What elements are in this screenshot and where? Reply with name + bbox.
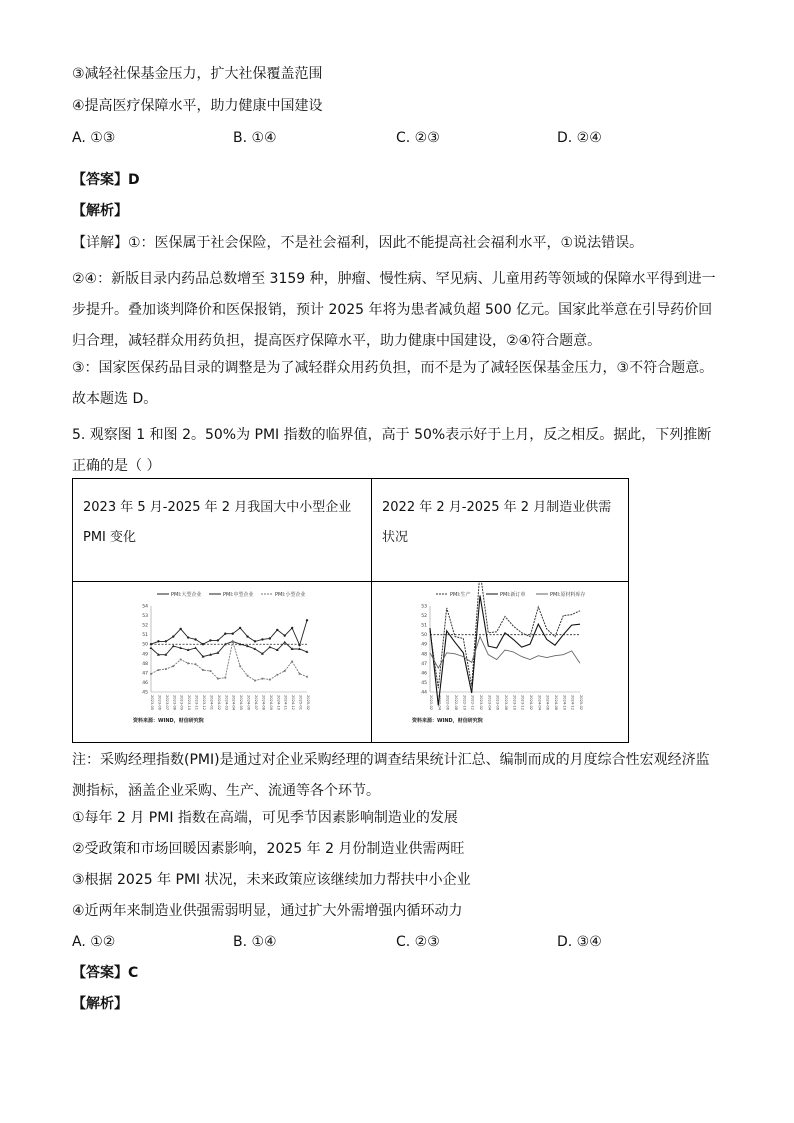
series-line-2 — [151, 641, 307, 656]
x-tick-label: 2023-06 — [157, 695, 162, 711]
series-3-point — [172, 665, 174, 667]
series-1-point — [306, 619, 308, 621]
series-line-3 — [151, 641, 307, 680]
y-tick-label: 54 — [142, 604, 148, 610]
series-3-point — [247, 675, 249, 677]
y-tick-label: 46 — [421, 671, 427, 677]
q4-option-c: C. ②③ — [396, 130, 440, 146]
y-tick-label: 46 — [142, 680, 148, 686]
y-tick-label: 51 — [421, 623, 427, 629]
y-tick-label: 45 — [142, 690, 148, 696]
figure-table — [72, 478, 629, 743]
q4-option-b: B. ①④ — [233, 130, 277, 146]
series-1-point — [261, 638, 263, 640]
series-1-point — [202, 643, 204, 645]
x-tick-label: 2024-06 — [545, 695, 550, 711]
legend-label-3: PMI:小型企业 — [275, 592, 306, 598]
series-3-point — [158, 669, 160, 671]
x-tick-label: 2023-05 — [150, 695, 154, 711]
series-3-point — [210, 670, 212, 672]
y-tick-label: 51 — [142, 633, 148, 639]
series-1-point — [239, 627, 241, 629]
x-tick-label: 2024-08 — [261, 695, 266, 711]
series-1-point — [291, 627, 293, 629]
series-3-point — [306, 676, 308, 678]
x-tick-label: 2024-03 — [224, 695, 229, 711]
q4-option-d: D. ②④ — [557, 130, 602, 146]
y-tick-label: 53 — [421, 604, 427, 610]
x-tick-label: 2024-04 — [231, 695, 236, 711]
y-tick-label: 53 — [142, 614, 148, 620]
x-tick-label: 2023-10 — [512, 695, 517, 711]
x-tick-label: 2024-07 — [254, 695, 258, 711]
series-3-point — [269, 679, 271, 681]
series-3-point — [291, 661, 293, 663]
x-tick-label: 2022-02 — [429, 695, 433, 711]
x-tick-label: 2024-06 — [246, 695, 251, 711]
fig1-cell — [73, 582, 372, 743]
series-1-point — [224, 633, 226, 635]
series-3-point — [224, 677, 226, 679]
y-tick-label: 48 — [421, 652, 427, 658]
y-tick-label: 52 — [421, 614, 427, 620]
fig2-chart — [372, 582, 628, 738]
series-1-point — [187, 636, 189, 638]
q5-stem: 5. 观察图 1 和图 2。50%为 PMI 指数的临界值，高于 50%表示好于上月，反之相反。据此，下列推断正确的是（ ） — [72, 427, 712, 474]
x-tick-label: 2023-11 — [194, 695, 199, 711]
x-tick-label: 2025-02 — [579, 695, 583, 711]
x-tick-label: 2022-04 — [437, 695, 442, 711]
series-2-point — [150, 646, 153, 649]
fig1-caption: 2023 年 5 月-2025 年 2 月我国大中小型企业 PMI 变化 — [73, 479, 372, 582]
series-2-point — [283, 641, 286, 644]
y-tick-label: 49 — [421, 642, 427, 648]
legend-label-1: PMI:生产 — [450, 592, 471, 598]
series-3-point — [202, 669, 204, 671]
x-tick-label: 2024-01 — [209, 695, 214, 711]
chart-source: 资料来源：WIND，财信研究院 — [412, 718, 483, 724]
series-2-point — [268, 645, 271, 648]
q4-analysis-para-3: ③：国家医保药品目录的调整是为了减轻群众用药负担，而不是为了减轻医保基金压力，③不符合题意。 — [72, 360, 714, 376]
option-statement-4: ④提高医疗保障水平，助力健康中国建设 — [72, 98, 323, 114]
x-tick-label: 2024-02 — [529, 695, 533, 711]
option-statement-3: ③减轻社保基金压力，扩大社保覆盖范围 — [72, 66, 323, 82]
series-2-point — [172, 645, 175, 648]
series-1-point — [276, 629, 278, 631]
series-3-point — [262, 678, 264, 680]
q5-answer: 【答案】C — [72, 965, 139, 981]
x-tick-label: 2024-09 — [268, 695, 273, 711]
x-tick-label: 2024-12 — [291, 695, 296, 711]
q5-option-c: C. ②③ — [396, 934, 440, 950]
q5-option-b: B. ①④ — [233, 934, 277, 950]
q4-option-a: A. ①③ — [72, 130, 116, 146]
y-tick-label: 47 — [142, 671, 148, 677]
series-3-point — [284, 670, 286, 672]
x-tick-label: 2022-12 — [470, 695, 475, 711]
q5-analysis-label: 【解析】 — [72, 996, 128, 1012]
x-tick-label: 2024-02 — [216, 695, 221, 711]
x-tick-label: 2023-08 — [172, 695, 177, 711]
series-1-point — [209, 639, 211, 641]
x-tick-label: 2024-10 — [276, 695, 281, 711]
x-tick-label: 2023-04 — [487, 695, 492, 711]
x-tick-label: 2024-10 — [562, 695, 567, 711]
series-3-point — [217, 678, 219, 680]
series-3-point — [254, 680, 256, 682]
series-1-point — [246, 635, 248, 637]
series-3-point — [150, 673, 152, 675]
series-3-point — [195, 663, 197, 665]
series-1-point — [298, 644, 300, 646]
fig2-cell — [372, 582, 629, 743]
x-tick-label: 2023-10 — [187, 695, 192, 711]
legend-label-3: PMI:原材料库存 — [550, 592, 586, 598]
x-tick-label: 2023-06 — [495, 695, 500, 711]
series-3-point — [165, 668, 167, 670]
q5-statement-1: ①每年 2 月 PMI 指数在高端，可见季节因素影响制造业的发展 — [72, 810, 458, 826]
q4-analysis-label: 【解析】 — [72, 203, 128, 219]
series-line-1 — [151, 620, 307, 645]
x-tick-label: 2023-12 — [520, 695, 525, 711]
x-tick-label: 2023-02 — [479, 695, 483, 711]
q5-statement-2: ②受政策和市场回暖因素影响，2025 年 2 月份制造业供需两旺 — [72, 841, 465, 857]
x-tick-label: 2023-08 — [504, 695, 508, 711]
x-tick-label: 2022-10 — [462, 695, 467, 711]
series-1-point — [194, 638, 196, 640]
legend-label-2: PMI:新订单 — [500, 592, 526, 598]
q4-analysis-para-2: ②④：新版目录内药品总数增至 3159 种，肿瘤、慢性病、罕见病、儿童用药等领域的保障水平得到进一步提升。叠加谈判降价和医保报销，预计 2025 年将为患者减负超 500 亿元。国家此举意在引导药价回归合理，减轻群众用药负担，提高医疗保障水平，助力健康中国建设，②④符合题意。 — [72, 271, 716, 349]
q5-option-d: D. ③④ — [557, 934, 602, 950]
x-tick-label: 2024-05 — [239, 695, 244, 711]
y-tick-label: 45 — [421, 680, 427, 686]
q5-statement-4: ④近两年来制造业供强需弱明显，通过扩大外需增强内循环动力 — [72, 903, 463, 919]
series-1-point — [165, 640, 167, 642]
x-tick-label: 2023-07 — [164, 695, 169, 711]
series-1-point — [269, 637, 271, 639]
x-tick-label: 2022-08 — [454, 695, 458, 711]
fig1-chart — [73, 582, 371, 738]
series-3-point — [276, 674, 278, 676]
x-tick-label: 2024-12 — [570, 695, 575, 711]
pmi-note: 注：采购经理指数(PMI)是通过对企业采购经理的调查结果统计汇总、编制而成的月度综合性宏观经济监测指标，涵盖企业采购、生产、流通等各个环节。 — [72, 752, 710, 799]
series-1-point — [232, 633, 234, 635]
y-tick-label: 52 — [142, 623, 148, 629]
q5-statement-3: ③根据 2025 年 PMI 状况，未来政策应该继续加力帮扶中小企业 — [72, 872, 471, 888]
y-tick-label: 48 — [142, 661, 148, 667]
series-1-point — [254, 640, 256, 642]
series-1-point — [284, 634, 286, 636]
series-1-point — [180, 628, 182, 630]
x-tick-label: 2025-01 — [298, 695, 303, 711]
series-2-point — [194, 646, 197, 649]
series-3-point — [187, 662, 189, 664]
series-1-point — [150, 643, 152, 645]
series-1-point — [157, 640, 159, 642]
q5-option-a: A. ①② — [72, 934, 116, 950]
q4-analysis-conclusion: 故本题选 D。 — [72, 391, 158, 407]
fig2-caption: 2022 年 2 月-2025 年 2 月制造业供需状况 — [372, 479, 629, 582]
x-tick-label: 2023-09 — [179, 695, 184, 711]
x-tick-label: 2025-02 — [306, 695, 310, 711]
legend-label-2: PMI:中型企业 — [223, 592, 254, 598]
x-tick-label: 2023-12 — [202, 695, 206, 711]
y-tick-label: 50 — [142, 642, 148, 648]
x-tick-label: 2024-04 — [537, 695, 542, 711]
y-tick-label: 47 — [421, 661, 427, 667]
legend-label-1: PMI:大型企业 — [171, 592, 202, 598]
y-tick-label: 44 — [421, 690, 427, 696]
series-3-point — [180, 659, 182, 661]
x-tick-label: 2024-11 — [283, 695, 288, 711]
y-tick-label: 49 — [142, 652, 148, 658]
series-1-point — [172, 635, 174, 637]
q4-analysis-para-1: 【详解】①：医保属于社会保险，不是社会福利，因此不能提高社会福利水平，①说法错误。 — [72, 235, 644, 251]
series-3-point — [299, 673, 301, 675]
chart-source: 资料来源：WIND，财信研究院 — [133, 718, 204, 724]
series-3-point — [232, 640, 234, 642]
y-tick-label: 50 — [421, 633, 427, 639]
series-1-point — [217, 639, 219, 641]
q4-answer: 【答案】D — [72, 172, 140, 188]
series-3-point — [239, 665, 241, 667]
x-tick-label: 2022-06 — [445, 695, 450, 711]
x-tick-label: 2024-08 — [554, 695, 558, 711]
